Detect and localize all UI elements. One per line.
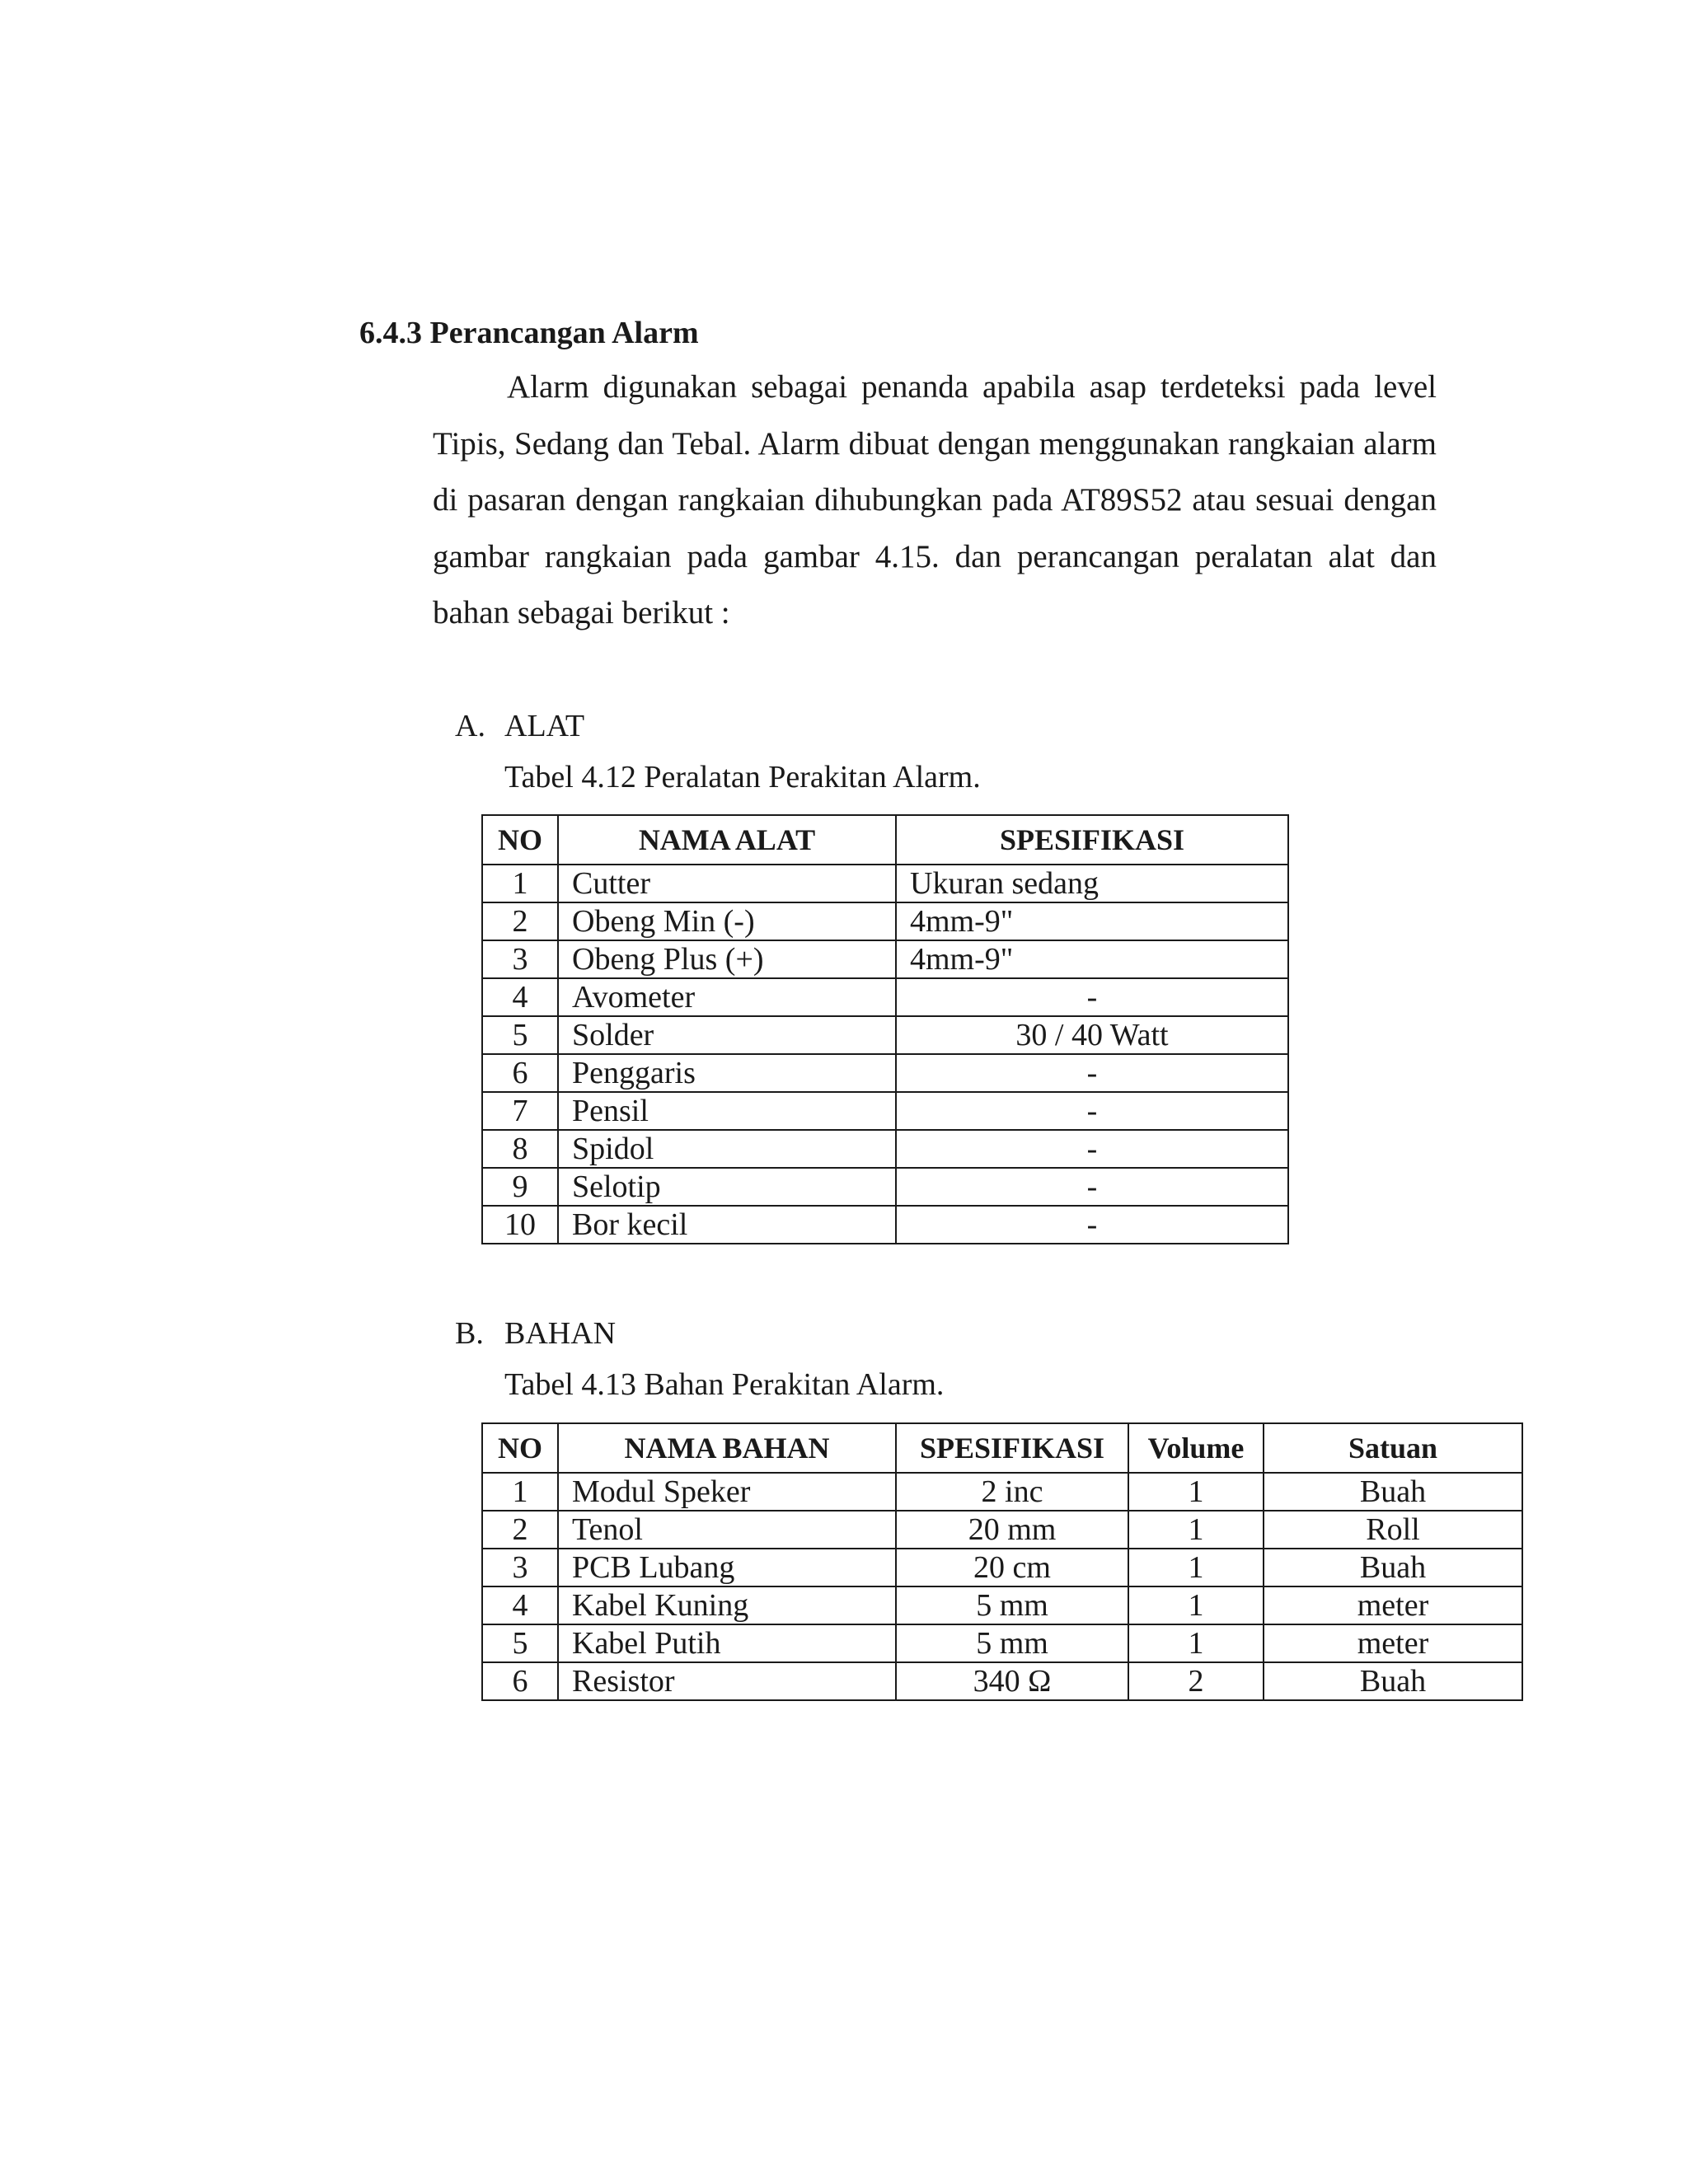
list-item-bahan [455,1310,616,1357]
table-row [482,1662,1522,1700]
cell-no: 6 [482,1054,558,1092]
cell-spec: - [896,1054,1288,1092]
list-label-text: ALAT [504,709,585,743]
table-caption-bahan: Tabel 4.13 Bahan Perakitan Alarm. [504,1367,945,1402]
cell-unit: Buah [1264,1473,1522,1511]
table-row [482,1473,1522,1511]
table-row [482,978,1288,1016]
cell-no: 1 [482,865,558,902]
header-nama-bahan: NAMA BAHAN [558,1423,896,1473]
cell-spec: 4mm-9" [896,940,1288,978]
cell-unit: meter [1264,1624,1522,1662]
cell-name: Modul Speker [558,1473,896,1511]
cell-name: Tenol [558,1511,896,1549]
cell-name: Penggaris [558,1054,896,1092]
cell-no: 3 [482,1549,558,1586]
cell-unit: Buah [1264,1549,1522,1586]
cell-spec: - [896,1092,1288,1130]
cell-no: 4 [482,1586,558,1624]
list-marker: A. [455,709,485,743]
section-heading: 6.4.3 Perancangan Alarm [359,316,699,350]
cell-volume: 1 [1128,1511,1264,1549]
cell-no: 6 [482,1662,558,1700]
table-row [482,1130,1288,1168]
cell-spec: 4mm-9" [896,902,1288,940]
cell-spec: - [896,978,1288,1016]
cell-spec: 2 inc [896,1473,1128,1511]
cell-spec: 30 / 40 Watt [896,1016,1288,1054]
table-row [482,1092,1288,1130]
table-header-row [482,815,1288,865]
list-marker: B. [455,1316,484,1351]
list-item-alat [455,703,584,749]
cell-spec: - [896,1168,1288,1206]
cell-volume: 1 [1128,1473,1264,1511]
table-row [482,1511,1522,1549]
cell-volume: 1 [1128,1624,1264,1662]
table-caption-alat: Tabel 4.12 Peralatan Perakitan Alarm. [504,760,981,794]
cell-name: Bor kecil [558,1206,896,1244]
header-volume: Volume [1128,1423,1264,1473]
cell-no: 4 [482,978,558,1016]
header-satuan: Satuan [1264,1423,1522,1473]
cell-unit: Roll [1264,1511,1522,1549]
cell-name: Spidol [558,1130,896,1168]
body-paragraph: Alarm digunakan sebagai penanda apabila asap terdeteksi pada level Tipis, Sedang dan Tebal. Alarm dibuat dengan menggunakan rangkaian alarm di pasaran dengan rangkaian dihubungkan pada AT89S52 atau sesuai dengan gambar rangkaian pada gambar 4.15. dan perancangan peralatan alat dan bahan sebagai berikut : [433,369,1437,630]
header-spesifikasi: SPESIFIKASI [896,1423,1128,1473]
cell-unit: meter [1264,1586,1522,1624]
cell-spec: 20 mm [896,1511,1128,1549]
cell-spec: 340 Ω [896,1662,1128,1700]
cell-no: 1 [482,1473,558,1511]
header-spesifikasi: SPESIFIKASI [896,815,1288,865]
cell-spec: 5 mm [896,1586,1128,1624]
table-row [482,940,1288,978]
cell-name: PCB Lubang [558,1549,896,1586]
header-no: NO [482,1423,558,1473]
materials-table [481,1422,1523,1701]
table-row [482,1586,1522,1624]
cell-spec: 5 mm [896,1624,1128,1662]
cell-name: Selotip [558,1168,896,1206]
cell-unit: Buah [1264,1662,1522,1700]
cell-no: 7 [482,1092,558,1130]
cell-name: Resistor [558,1662,896,1700]
table-header-row [482,1423,1522,1473]
table-row [482,1016,1288,1054]
cell-no: 10 [482,1206,558,1244]
table-row [482,1054,1288,1092]
cell-name: Solder [558,1016,896,1054]
cell-no: 2 [482,1511,558,1549]
cell-volume: 1 [1128,1549,1264,1586]
cell-no: 2 [482,902,558,940]
table-row [482,1206,1288,1244]
table-row [482,902,1288,940]
cell-name: Obeng Plus (+) [558,940,896,978]
list-label-text: BAHAN [504,1316,617,1351]
cell-name: Avometer [558,978,896,1016]
cell-no: 9 [482,1168,558,1206]
cell-spec: - [896,1206,1288,1244]
cell-name: Pensil [558,1092,896,1130]
cell-no: 5 [482,1624,558,1662]
cell-volume: 1 [1128,1586,1264,1624]
cell-name: Kabel Kuning [558,1586,896,1624]
header-no: NO [482,815,558,865]
cell-name: Cutter [558,865,896,902]
table-row [482,1549,1522,1586]
table-row [482,1168,1288,1206]
cell-spec: Ukuran sedang [896,865,1288,902]
cell-no: 8 [482,1130,558,1168]
tools-table [481,814,1289,1244]
cell-name: Kabel Putih [558,1624,896,1662]
cell-volume: 2 [1128,1662,1264,1700]
cell-name: Obeng Min (-) [558,902,896,940]
header-nama-alat: NAMA ALAT [558,815,896,865]
cell-spec: - [896,1130,1288,1168]
cell-no: 5 [482,1016,558,1054]
table-row [482,865,1288,902]
cell-no: 3 [482,940,558,978]
table-row [482,1624,1522,1662]
cell-spec: 20 cm [896,1549,1128,1586]
